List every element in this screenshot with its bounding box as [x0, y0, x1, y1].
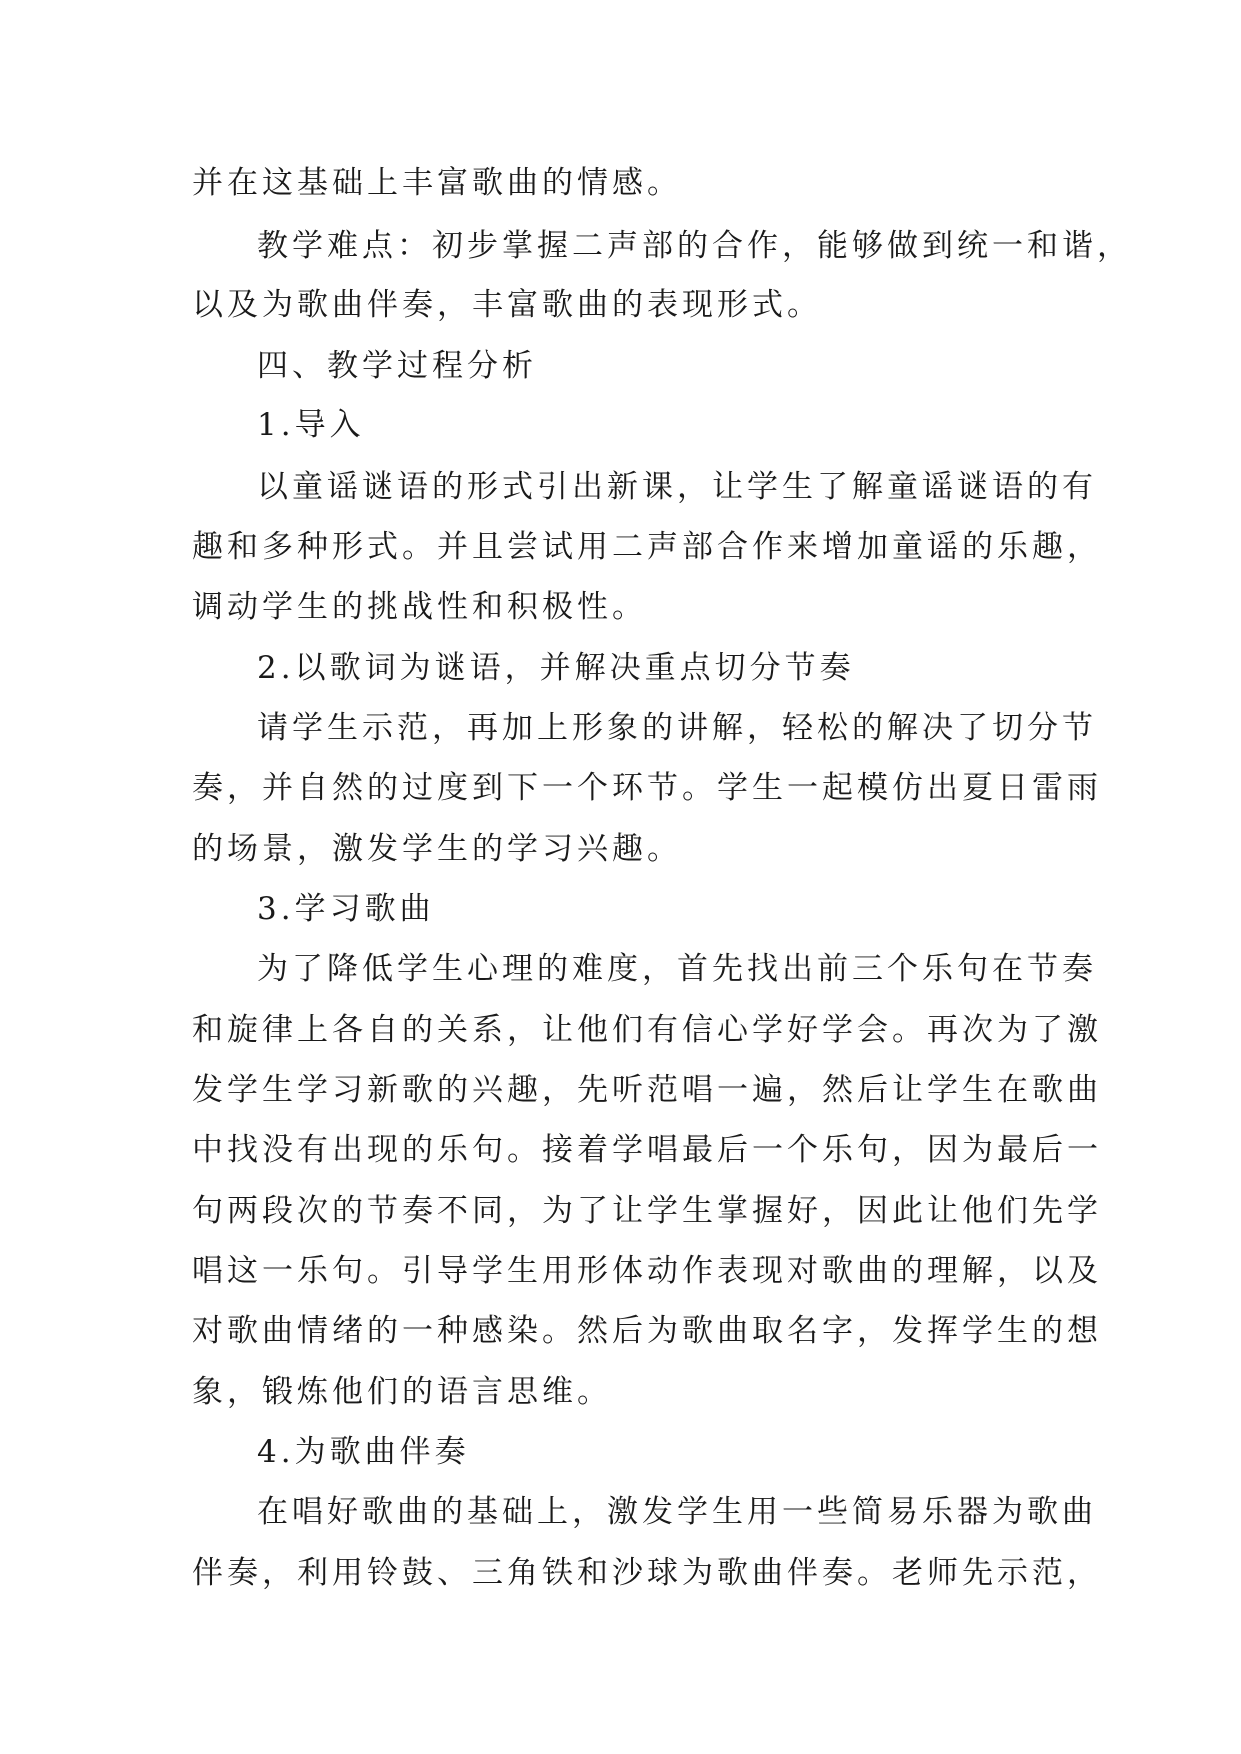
text-line: 以童谣谜语的形式引出新课，让学生了解童谣谜语的有 — [257, 469, 1097, 505]
text-line: 的场景，激发学生的学习兴趣。 — [192, 831, 682, 867]
text-line: 伴奏，利用铃鼓、三角铁和沙球为歌曲伴奏。老师先示范， — [192, 1555, 1102, 1591]
text-line: 对歌曲情绪的一种感染。然后为歌曲取名字，发挥学生的想 — [192, 1313, 1102, 1349]
text-line: 在唱好歌曲的基础上，激发学生用一些简易乐器为歌曲 — [257, 1494, 1097, 1530]
subsection-heading: 3.学习歌曲 — [257, 891, 435, 927]
text-line: 中找没有出现的乐句。接着学唱最后一个乐句，因为最后一 — [192, 1132, 1102, 1168]
text-line: 调动学生的挑战性和积极性。 — [192, 589, 647, 625]
section-heading: 四、教学过程分析 — [257, 348, 537, 384]
text-line: 请学生示范，再加上形象的讲解，轻松的解决了切分节 — [257, 710, 1097, 746]
text-line: 教学难点：初步掌握二声部的合作，能够做到统一和谐， — [257, 228, 1132, 264]
subsection-heading: 4.为歌曲伴奏 — [257, 1434, 470, 1470]
text-line: 发学生学习新歌的兴趣，先听范唱一遍，然后让学生在歌曲 — [192, 1072, 1102, 1108]
text-line: 奏，并自然的过度到下一个环节。学生一起模仿出夏日雷雨 — [192, 770, 1102, 806]
text-line: 并在这基础上丰富歌曲的情感。 — [192, 165, 682, 201]
text-line: 以及为歌曲伴奏，丰富歌曲的表现形式。 — [192, 287, 822, 323]
text-line: 为了降低学生心理的难度，首先找出前三个乐句在节奏 — [257, 951, 1097, 987]
text-line: 和旋律上各自的关系，让他们有信心学好学会。再次为了激 — [192, 1012, 1102, 1048]
text-line: 句两段次的节奏不同，为了让学生掌握好，因此让他们先学 — [192, 1193, 1102, 1229]
subsection-heading: 1.导入 — [257, 407, 365, 443]
text-line: 唱这一乐句。引导学生用形体动作表现对歌曲的理解，以及 — [192, 1253, 1102, 1289]
text-line: 象，锻炼他们的语言思维。 — [192, 1374, 612, 1410]
subsection-heading: 2.以歌词为谜语，并解决重点切分节奏 — [257, 650, 855, 686]
text-line: 趣和多种形式。并且尝试用二声部合作来增加童谣的乐趣， — [192, 529, 1102, 565]
